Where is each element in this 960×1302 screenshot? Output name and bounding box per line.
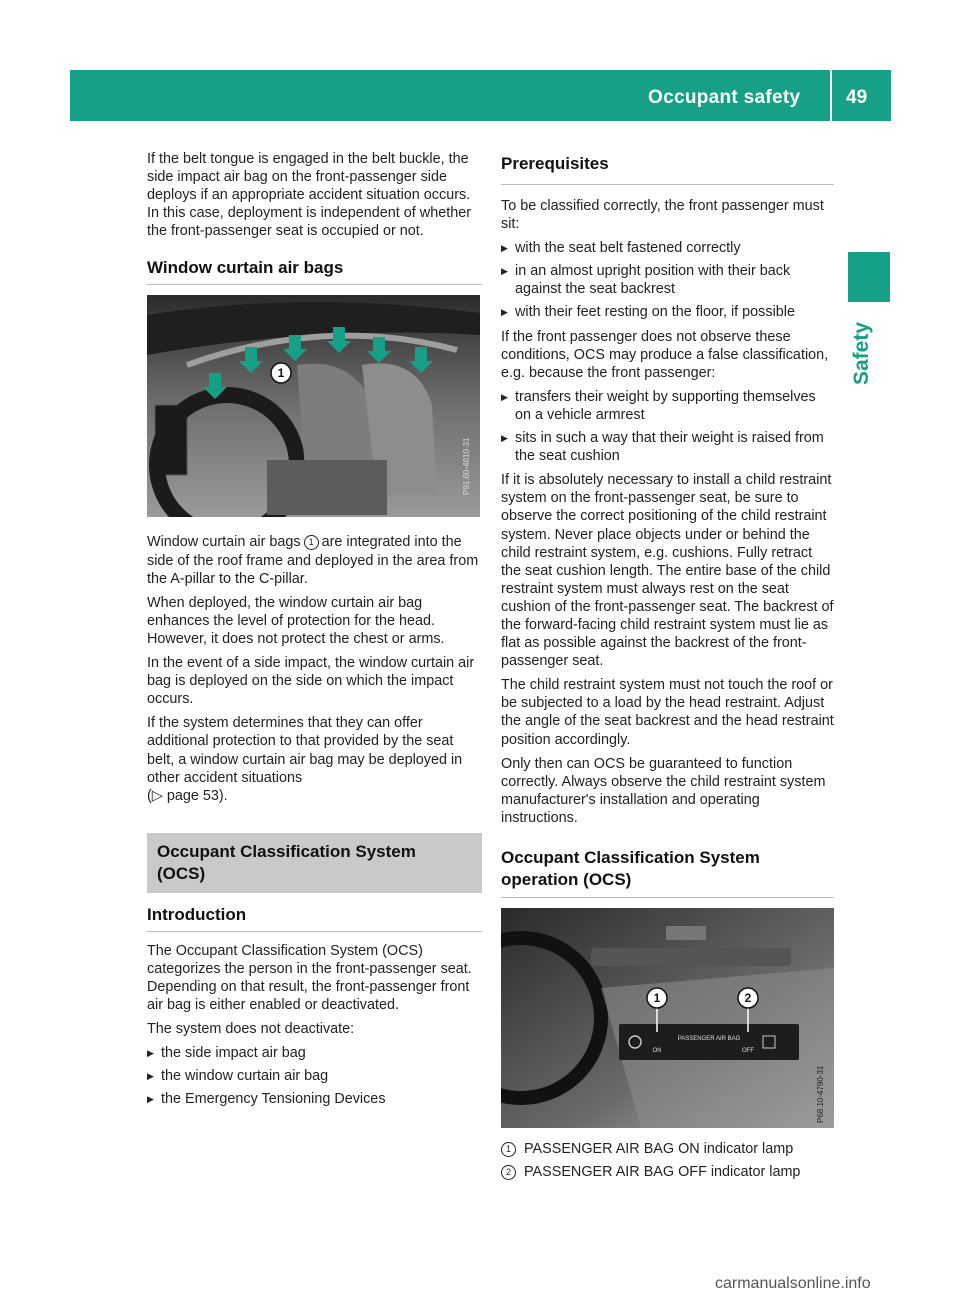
svg-text:PASSENGER AIR BAG: PASSENGER AIR BAG bbox=[677, 1036, 741, 1042]
list-item: ▶ transfers their weight by supporting themselves on a vehicle armrest bbox=[501, 388, 834, 424]
list-item: ▶ the Emergency Tensioning Devices bbox=[147, 1090, 482, 1108]
divider bbox=[147, 931, 482, 932]
svg-text:2: 2 bbox=[744, 991, 752, 1005]
window-paragraph-2: When deployed, the window curtain air bag enhances the level of protection for the head. However, it does not protect the chest or arms. bbox=[147, 594, 445, 647]
right-column bbox=[501, 150, 834, 1186]
list-item: ▶ with the seat belt fastened correctly bbox=[501, 239, 834, 257]
list-item: ▶ sits in such a way that their weight is raised from the seat cushion bbox=[501, 429, 834, 465]
window-heading: Window curtain air bags bbox=[147, 258, 344, 278]
callout-1-icon: 1 bbox=[501, 1142, 516, 1157]
prereq-paragraph-1: To be classified correctly, the front passenger must sit: bbox=[501, 198, 824, 233]
list-item: ▶ with their feet resting on the floor, if possible bbox=[501, 303, 834, 321]
car-interior-illustration bbox=[147, 295, 480, 517]
not-deactivated-list bbox=[147, 1044, 482, 1108]
ocs-indicator-photo bbox=[501, 908, 834, 1128]
introduction-heading: Introduction bbox=[147, 904, 247, 924]
ocs-section-header: Occupant Classification System (OCS) bbox=[147, 833, 482, 893]
svg-text:OFF: OFF bbox=[742, 1048, 754, 1054]
divider bbox=[501, 897, 834, 898]
svg-text:P91.60-4810-31: P91.60-4810-31 bbox=[462, 438, 471, 496]
header-divider bbox=[830, 70, 832, 121]
section-label: Safety bbox=[850, 321, 873, 385]
list-item: ▶ in an almost upright position with their back against the seat backrest bbox=[501, 262, 834, 298]
footer-watermark: carmanualsonline.info bbox=[715, 1275, 871, 1292]
prereq-paragraph-2: If the front passenger does not observe these conditions, OCS may produce a false classification, e.g. because the front passenger: bbox=[501, 328, 829, 381]
intro-paragraph-2: The system does not deactivate: bbox=[147, 1021, 355, 1038]
legend-item-off: 2 PASSENGER AIR BAG OFF indicator lamp bbox=[501, 1163, 834, 1181]
page-title: Occupant safety bbox=[648, 87, 801, 108]
page-reference-link[interactable]: (▷ page 53). bbox=[147, 787, 228, 804]
window-paragraph-3: In the event of a side impact, the window curtain air bag is deployed on the side on which the impact occurs. bbox=[147, 655, 475, 708]
intro-paragraph: If the belt tongue is engaged in the belt buckle, the side impact air bag on the front-passenger side deploys if an appropriate accident situation occurs. In this case, deployment is independent of whether the front-passenger seat is occupied or not. bbox=[147, 151, 471, 240]
divider bbox=[501, 184, 834, 185]
legend-item-on: 1 PASSENGER AIR BAG ON indicator lamp bbox=[501, 1140, 834, 1158]
seating-requirements-list bbox=[501, 239, 834, 321]
ocs-operation-heading: Occupant Classification System operation (OCS) bbox=[501, 848, 760, 889]
section-tab bbox=[848, 252, 890, 302]
callout-1-icon: 1 bbox=[304, 535, 319, 550]
prereq-paragraph-3: If it is absolutely necessary to install a child restraint system on the front-passenger seat, be sure to observe the correct positioning of the child restraint system. Never place objects under or behind the child restraint system, e.g. cushions. Fully retract the seat cushion length. The entire base of the child restraint system must always rest on the seat cushion of the front-passenger seat. The backrest of the forward-facing child restraint system must lie as flat as possible against the backrest of the front-passenger seat. bbox=[501, 472, 834, 670]
false-classification-list bbox=[501, 388, 834, 465]
intro-paragraph-1: The Occupant Classification System (OCS) categorizes the person in the front-passenger seat. Depending on that result, the front-passenger front air bag is either enabled or deactivated. bbox=[147, 942, 472, 1014]
svg-text:ON: ON bbox=[652, 1048, 662, 1054]
ocs-indicator-illustration bbox=[501, 908, 834, 1128]
window-paragraph-4: If the system determines that they can offer additional protection to that provided by the seat belt, a window curtain air bag may be deployed in other accident situations (▷ page 53). bbox=[147, 715, 463, 804]
prereq-paragraph-5: Only then can OCS be guaranteed to function correctly. Always observe the child restraint system manufacturer's installation and operating instructions. bbox=[501, 755, 826, 826]
callout-2-icon: 2 bbox=[501, 1165, 516, 1180]
svg-text:1: 1 bbox=[653, 991, 661, 1005]
svg-text:1: 1 bbox=[277, 366, 285, 381]
prerequisites-heading: Prerequisites bbox=[501, 154, 609, 173]
list-item: ▶ the side impact air bag bbox=[147, 1044, 482, 1062]
window-paragraph-1: Window curtain air bags 1 are integrated into the side of the roof frame and deployed in the area from the A-pillar to the C-pillar. bbox=[147, 534, 479, 587]
prereq-paragraph-4: The child restraint system must not touch the roof or be subjected to a load by the head restraint. Adjust the angle of the seat backrest and the head restraint position accordingly. bbox=[501, 677, 834, 748]
left-column bbox=[147, 150, 482, 1115]
page-number: 49 bbox=[846, 87, 868, 108]
window-airbag-photo bbox=[147, 295, 480, 517]
list-item: ▶ the window curtain air bag bbox=[147, 1067, 482, 1085]
divider bbox=[147, 284, 482, 285]
svg-text:P68.10-4790-31: P68.10-4790-31 bbox=[816, 1065, 825, 1123]
